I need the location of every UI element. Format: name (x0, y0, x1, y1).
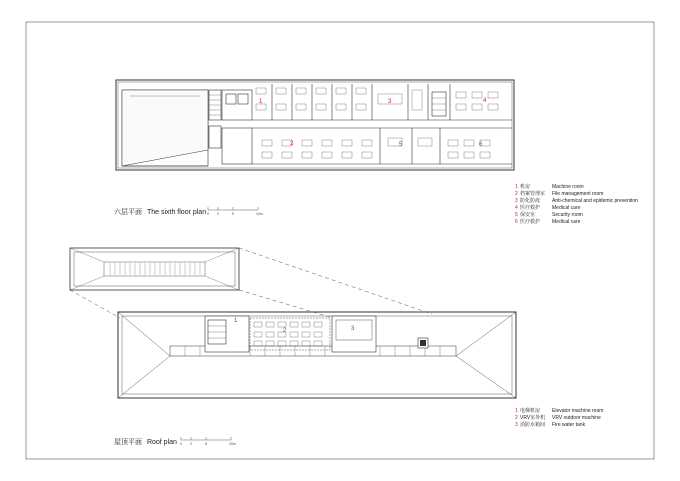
legend-row (515, 415, 603, 422)
roof-scale-10: 10m (229, 442, 236, 446)
legend-row (515, 198, 638, 205)
roof-scale-bar (181, 437, 231, 440)
roof-title (114, 437, 177, 447)
legend-row (515, 212, 638, 219)
legend-en: VRV outdoor machine (552, 415, 601, 421)
sixth-scale-0: 0 (207, 212, 209, 216)
legend-cn: 消防水箱间 (520, 422, 546, 428)
legend-row (515, 408, 603, 415)
room-number-2: 2 (290, 141, 294, 147)
legend-row (515, 422, 603, 429)
legend-num: 4 (515, 205, 518, 211)
legend-en: Medical care (552, 219, 581, 225)
projection-lines (70, 248, 432, 320)
roof-scale-2: 2 (190, 442, 192, 446)
sixth-floor-legend (515, 184, 638, 226)
legend-cn: 档案管理室 (520, 191, 546, 197)
legend-cn: VRV室外机 (520, 415, 546, 421)
legend-row (515, 191, 638, 198)
room-number-5: 5 (399, 142, 403, 148)
room-number-6: 6 (479, 142, 483, 148)
sheet-border (26, 22, 654, 459)
legend-en: File management room (552, 191, 604, 197)
sixth-floor-scale-bar (208, 207, 258, 210)
sixth-scale-5: 5 (232, 212, 234, 216)
roof-scale-5: 5 (205, 442, 207, 446)
legend-num: 2 (515, 191, 518, 197)
legend-en: Machine room (552, 184, 584, 190)
roof-scale-0: 0 (180, 442, 182, 446)
roof-title-cn: 屋顶平面 (114, 439, 142, 446)
sixth-floor-title (114, 207, 206, 217)
legend-cn: 机房 (520, 184, 531, 190)
legend-en: Anti-chemical and epidemic prevention (552, 198, 638, 204)
legend-num: 3 (515, 198, 518, 204)
sixth-scale-2: 2 (217, 212, 219, 216)
sixth-scale-10: 10m (256, 212, 263, 216)
legend-num: 6 (515, 219, 518, 225)
legend-row (515, 184, 638, 191)
sixth-floor-title-en: The sixth floor plan (146, 209, 207, 216)
sixth-floor-title-cn: 六层平面 (114, 209, 142, 216)
roof-room-number-3: 3 (351, 326, 355, 332)
legend-num: 5 (515, 212, 518, 218)
legend-num: 3 (515, 422, 518, 428)
roof-room-number-2: 2 (283, 328, 287, 334)
legend-cn: 医疗救护 (520, 205, 541, 211)
legend-cn: 医疗救护 (520, 219, 541, 225)
roof-legend (515, 408, 603, 429)
legend-row (515, 219, 638, 226)
legend-num: 2 (515, 415, 518, 421)
legend-cn: 电梯机房 (520, 408, 541, 414)
legend-en: Elevator machine room (552, 408, 604, 414)
sixth-floor-plan (116, 80, 514, 170)
roof-room-number-1: 1 (234, 318, 238, 324)
legend-en: Security room (552, 212, 583, 218)
legend-cn: 防化防疫 (520, 198, 541, 204)
legend-num: 1 (515, 408, 518, 414)
room-number-1: 1 (259, 99, 263, 105)
legend-en: Medical care (552, 205, 581, 211)
roof-title-en: Roof plan (146, 439, 177, 446)
legend-en: Fire water tank (552, 422, 586, 428)
legend-row (515, 205, 638, 212)
roof-plan (70, 248, 516, 398)
room-number-3: 3 (388, 99, 392, 105)
legend-num: 1 (515, 184, 518, 190)
room-number-4: 4 (483, 98, 487, 104)
legend-cn: 保安室 (520, 212, 536, 218)
